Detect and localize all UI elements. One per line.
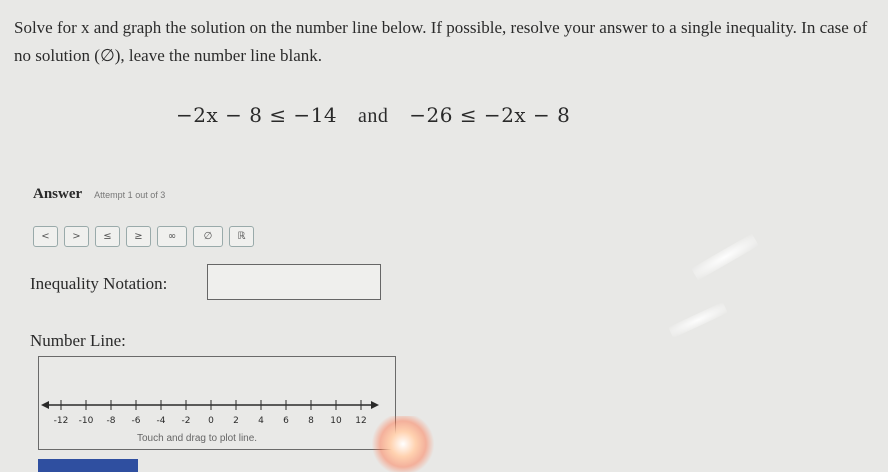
- answer-header: [33, 186, 165, 203]
- tick-label: -10: [78, 416, 94, 426]
- greater-equal-button[interactable]: ≥: [126, 226, 151, 247]
- inequality-left: −2x − 8 ≤ −14: [176, 103, 338, 127]
- inequality-notation-input[interactable]: [207, 264, 381, 300]
- compound-inequality: [176, 103, 570, 128]
- answer-label: Answer: [33, 186, 83, 202]
- tick-label: -2: [181, 416, 191, 426]
- plot-hint: Touch and drag to plot line.: [137, 433, 258, 444]
- tick-label: 12: [355, 416, 367, 426]
- conjunction: and: [358, 105, 389, 127]
- inequality-right: −26 ≤ −2x − 8: [409, 103, 571, 127]
- light-glare: [691, 233, 759, 280]
- tick-label: -6: [131, 416, 141, 426]
- tick-label: 8: [308, 416, 314, 426]
- tick-label: -4: [156, 416, 166, 426]
- number-line-label: Number Line:: [30, 331, 126, 350]
- empty-set-button[interactable]: ∅: [193, 226, 223, 247]
- infinity-button[interactable]: ∞: [157, 226, 187, 247]
- number-line-widget[interactable]: [38, 356, 396, 450]
- tick-label: 2: [233, 416, 239, 426]
- tick-label: -12: [53, 416, 69, 426]
- inequality-notation-label: Inequality Notation:: [30, 274, 168, 293]
- light-glare: [668, 302, 727, 338]
- tick-group: [54, 400, 367, 426]
- tick-label: 4: [258, 416, 264, 426]
- tick-label: -8: [106, 416, 116, 426]
- right-arrow-icon: [371, 401, 379, 409]
- submit-bar[interactable]: [38, 459, 138, 472]
- left-arrow-icon: [41, 401, 49, 409]
- less-equal-button[interactable]: ≤: [95, 226, 120, 247]
- greater-than-button[interactable]: >: [64, 226, 89, 247]
- symbol-toolbar: [33, 226, 254, 247]
- real-numbers-button[interactable]: ℝ: [229, 226, 254, 247]
- attempt-counter: Attempt 1 out of 3: [94, 190, 166, 200]
- problem-prompt: Solve for x and graph the solution on the number line below. If possible, resolve your answer to a single inequality. In case of no solution (∅), leave the number line blank.: [14, 18, 868, 65]
- tick-label: 10: [330, 416, 342, 426]
- tick-label: 0: [208, 416, 214, 426]
- tick-label: 6: [283, 416, 289, 426]
- light-flare: [372, 416, 434, 472]
- less-than-button[interactable]: <: [33, 226, 58, 247]
